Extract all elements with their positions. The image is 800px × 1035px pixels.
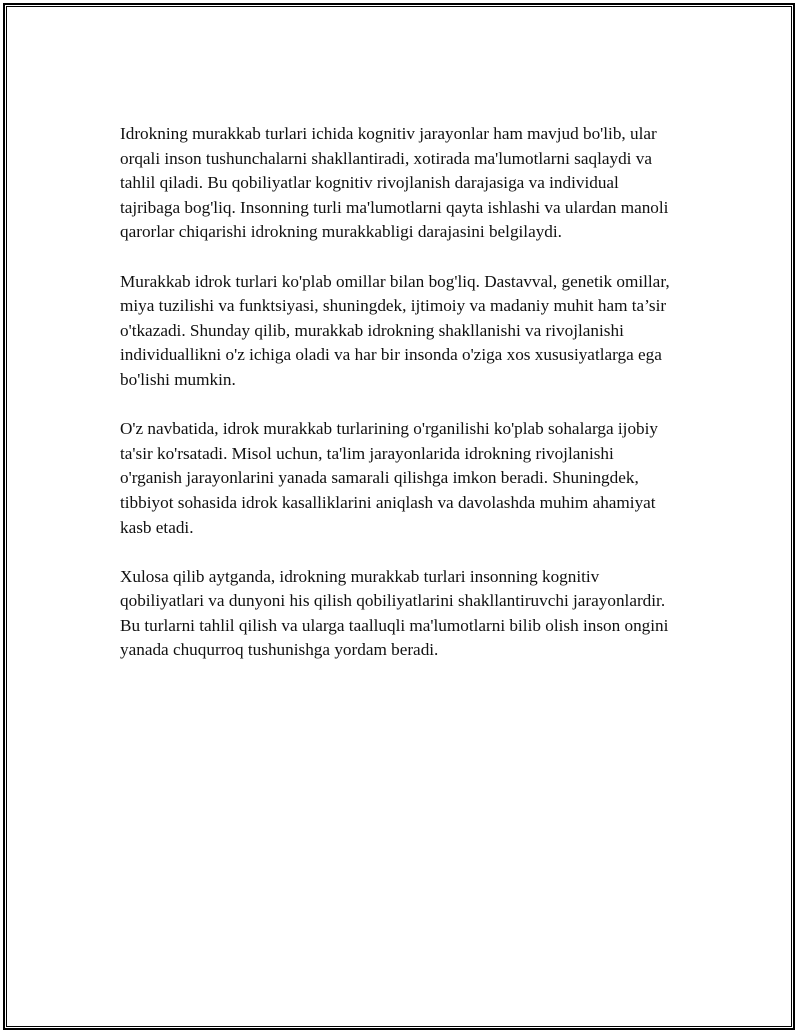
paragraph-3: O'z navbatida, idrok murakkab turlarining o'rganilishi ko'plab sohalarga ijobiy ta'sir ko'rsatadi. Misol uchun, ta'lim jarayonlarida idrokning rivojlanishi o'rganish jarayonlarini yanada samarali qilishga imkon beradi. Shuningdek, tibbiyot sohasida idrok kasalliklarini aniqlash va davolashda muhim ahamiyat kasb etadi. [120,419,659,537]
paragraph-1: Idrokning murakkab turlari ichida kognitiv jarayonlar ham mavjud bo'lib, ular orqali inson tushunchalarni shakllantiradi, xotirada ma'lumotlarni saqlaydi va tahlil qiladi. Bu qobiliyatlar kognitiv rivojlanish darajasiga va individual tajribaga bog'liq. Insonning turli ma'lumotlarni qayta ishlashi va ulardan manoli qarorlar chiqarishi idrokning murakkabligi darajasini belgilaydi. [120,124,669,242]
paragraph-2: Murakkab idrok turlari ko'plab omillar bilan bog'liq. Dastavval, genetik omillar, miya tuzilishi va funktsiyasi, shuningdek, ijtimoiy va madaniy muhit ham ta’sir o'tkazadi. Shunday qilib, murakkab idrokning shakllanishi va rivojlanishi individuallikni o'z ichiga oladi va har bir insonda o'ziga xos xususiyatlarga ega bo'lishi mumkin. [120,271,670,389]
document-page [3,3,795,1030]
document-body [120,122,680,688]
paragraph-4: Xulosa qilib aytganda, idrokning murakkab turlari insonning kognitiv qobiliyatlari va dunyoni his qilish qobiliyatlarini shakllantiruvchi jarayonlardir. Bu turlarni tahlil qilish va ularga taalluqli ma'lumotlarni bilib olish inson ongini yanada chuqurroq tushunishga yordam beradi. [120,566,669,660]
